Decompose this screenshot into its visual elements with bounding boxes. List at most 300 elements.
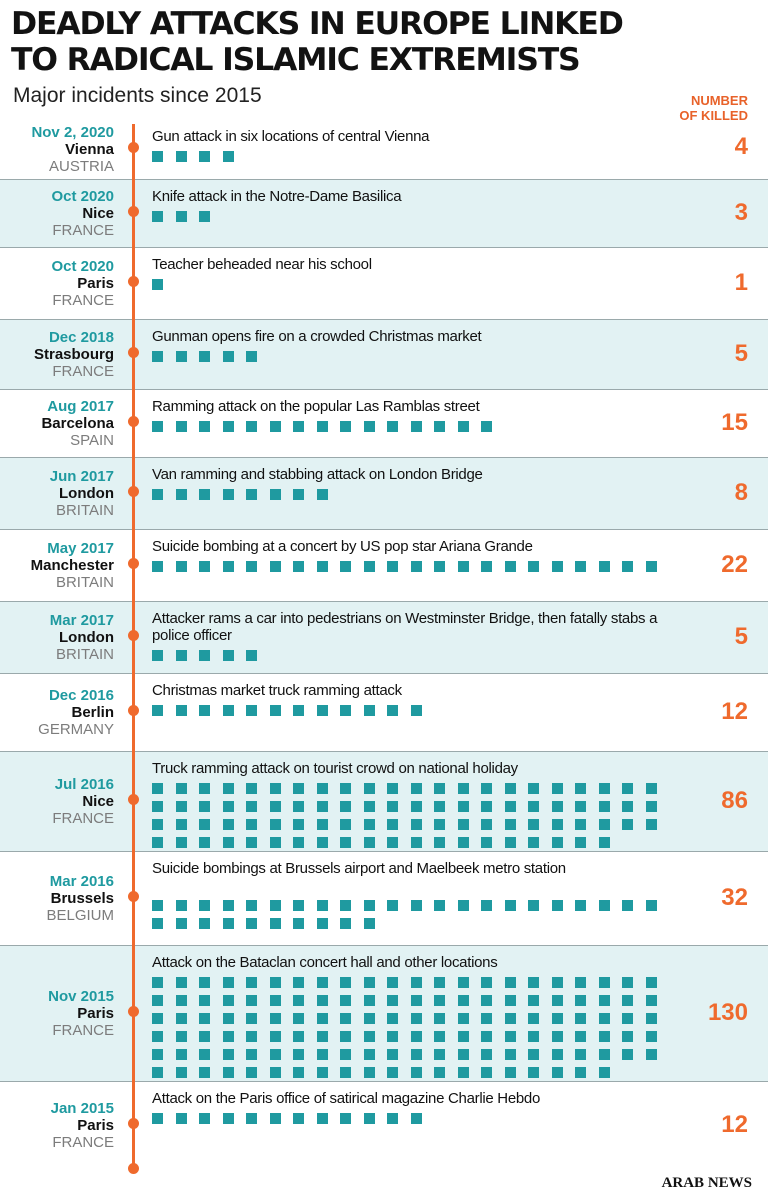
incident-city: Paris [77,1117,114,1134]
killed-square [411,783,422,794]
killed-square [293,819,304,830]
killed-square [387,1067,398,1078]
killed-square [481,900,492,911]
killed-square [317,918,328,929]
killed-square [434,819,445,830]
incident-city: Paris [77,1005,114,1022]
killed-square [575,801,586,812]
killed-square [340,801,351,812]
killed-square [552,1031,563,1042]
killed-square [176,1013,187,1024]
killed-square [270,977,281,988]
killed-square [364,977,375,988]
killed-square [387,705,398,716]
killed-square [317,1067,328,1078]
incident-country: SPAIN [70,432,114,449]
incident-row [0,320,768,390]
incident-city: Paris [77,275,114,292]
killed-square [176,977,187,988]
killed-square [599,977,610,988]
killed-square [340,900,351,911]
killed-square [622,819,633,830]
killed-square [293,1049,304,1060]
killed-square [199,650,210,661]
killed-square [364,819,375,830]
killed-square [199,783,210,794]
killed-square [481,995,492,1006]
killed-square [387,1049,398,1060]
killed-square [434,837,445,848]
killed-square [434,900,445,911]
incident-city: London [59,485,114,502]
killed-square [481,1049,492,1060]
incident-date: Jan 2015 [50,1100,114,1117]
killed-square [599,561,610,572]
chart-subtitle: Major incidents since 2015 [13,84,262,107]
incident-row [0,248,768,320]
killed-count: 15 [721,409,748,436]
killed-square [317,1049,328,1060]
killed-square [199,151,210,162]
killed-square [270,801,281,812]
killed-square [199,1031,210,1042]
killed-square [270,900,281,911]
killed-square [223,819,234,830]
incident-description: Attack on the Bataclan concert hall and other locations [152,954,498,971]
incident-city: Barcelona [41,415,114,432]
incident-row [0,180,768,248]
killed-square [152,995,163,1006]
killed-square [434,801,445,812]
killed-square [176,351,187,362]
killed-square [152,977,163,988]
killed-square [505,977,516,988]
killed-square [293,705,304,716]
killed-square [152,561,163,572]
killed-count: 130 [707,999,748,1026]
killed-square [646,995,657,1006]
incident-date: Oct 2020 [51,188,114,205]
incident-city: Manchester [30,557,114,574]
killed-square [575,1031,586,1042]
killed-square [152,837,163,848]
killed-square [599,837,610,848]
killed-square [317,1031,328,1042]
killed-square [340,819,351,830]
killed-square [599,819,610,830]
killed-square [528,801,539,812]
killed-square [246,705,257,716]
killed-square [152,1067,163,1078]
killed-square [223,837,234,848]
killed-square [152,351,163,362]
killed-count: 12 [721,698,748,725]
killed-square [364,995,375,1006]
killed-square [552,900,563,911]
incident-row [0,602,768,674]
killed-square [646,977,657,988]
killed-square [646,1031,657,1042]
killed-square [575,1067,586,1078]
killed-square [176,650,187,661]
killed-square [505,1031,516,1042]
killed-square [152,1013,163,1024]
killed-square [552,995,563,1006]
killed-square [246,1049,257,1060]
killed-square [293,489,304,500]
killed-square [246,1067,257,1078]
killed-square [575,1049,586,1060]
incident-date: Mar 2017 [49,612,114,629]
killed-square [387,1013,398,1024]
killed-square [364,837,375,848]
killed-square [270,837,281,848]
killed-square [199,801,210,812]
killed-square [528,977,539,988]
killed-square [387,801,398,812]
killed-square [387,819,398,830]
killed-square [575,900,586,911]
incident-location [0,188,114,239]
timeline-end-dot [128,1163,139,1174]
killed-square [317,837,328,848]
killed-square [411,1067,422,1078]
killed-square [199,819,210,830]
killed-square [152,705,163,716]
killed-square [458,1013,469,1024]
killed-square [458,977,469,988]
killed-count: 22 [721,551,748,578]
incident-location [0,687,114,738]
incident-location [0,540,114,591]
killed-square [223,995,234,1006]
killed-square [340,705,351,716]
incident-city: Brussels [50,890,114,907]
killed-square [152,211,163,222]
incident-country: BRITAIN [55,502,114,519]
killed-square [199,1049,210,1060]
killed-square [411,1013,422,1024]
killed-square [246,801,257,812]
killed-square [364,561,375,572]
killed-square [387,900,398,911]
killed-square [246,489,257,500]
incident-date: Dec 2016 [48,687,114,704]
killed-square [364,1031,375,1042]
killed-square [622,561,633,572]
killed-square [552,801,563,812]
incident-country: BRITAIN [55,646,114,663]
killed-square [411,977,422,988]
killed-square [246,561,257,572]
killed-square [270,489,281,500]
incident-country: FRANCE [52,1022,114,1039]
killed-square [246,1031,257,1042]
incident-row [0,674,768,752]
killed-square [152,1049,163,1060]
killed-square [152,801,163,812]
killed-square [223,421,234,432]
killed-square [411,561,422,572]
killed-square [528,1067,539,1078]
killed-square [387,837,398,848]
killed-square [176,1113,187,1124]
killed-square [246,783,257,794]
timeline-line [132,124,135,1168]
killed-square [246,837,257,848]
incident-location [0,988,114,1039]
killed-square [317,705,328,716]
killed-square [481,561,492,572]
incident-row [0,530,768,602]
killed-square [293,1031,304,1042]
killed-square [176,561,187,572]
incident-date: Nov 2, 2020 [31,124,114,141]
killed-square [270,561,281,572]
killed-square [599,900,610,911]
killed-square [223,900,234,911]
killed-square [317,900,328,911]
killed-square [364,705,375,716]
killed-square [481,801,492,812]
incident-country: FRANCE [52,1134,114,1151]
killed-square [199,489,210,500]
incident-row [0,458,768,530]
killed-square [223,1067,234,1078]
incident-country: AUSTRIA [48,158,114,175]
killed-count: 4 [734,133,748,160]
killed-square [458,801,469,812]
killed-square [528,1031,539,1042]
killed-square [387,561,398,572]
killed-square [552,1049,563,1060]
killed-square [434,783,445,794]
killed-square [364,421,375,432]
killed-square [411,705,422,716]
killed-square [458,561,469,572]
killed-square [505,783,516,794]
killed-square [505,1067,516,1078]
incident-date: May 2017 [47,540,114,557]
killed-square [199,918,210,929]
killed-square [317,783,328,794]
killed-square [458,837,469,848]
killed-count: 5 [734,340,748,367]
incident-description: Suicide bombing at a concert by US pop star Ariana Grande [152,538,533,555]
killed-square [223,801,234,812]
killed-square [270,1031,281,1042]
incident-description: Teacher beheaded near his school [152,256,372,273]
killed-square [434,1067,445,1078]
killed-square [552,1067,563,1078]
killed-square [293,801,304,812]
killed-square [434,561,445,572]
killed-square [434,421,445,432]
killed-square [528,900,539,911]
killed-square [223,489,234,500]
killed-square [317,561,328,572]
killed-square [293,783,304,794]
killed-square [575,995,586,1006]
incident-location [0,124,114,175]
killed-square [223,1113,234,1124]
killed-square [528,995,539,1006]
killed-square [387,421,398,432]
killed-square [199,561,210,572]
incident-location [0,398,114,449]
killed-square [599,995,610,1006]
killed-square [411,1031,422,1042]
killed-square [528,1013,539,1024]
killed-square [246,900,257,911]
incident-date: Jul 2016 [54,776,114,793]
incident-row [0,852,768,946]
killed-square [176,489,187,500]
killed-square [152,489,163,500]
killed-square [152,918,163,929]
killed-square [387,977,398,988]
killed-square [152,1031,163,1042]
killed-square [176,1031,187,1042]
killed-square [199,705,210,716]
killed-square [293,995,304,1006]
killed-square [364,1049,375,1060]
killed-square [575,837,586,848]
incident-description: Gun attack in six locations of central Vienna [152,128,430,145]
killed-square [223,351,234,362]
killed-square [458,819,469,830]
killed-square [458,1067,469,1078]
killed-square [199,900,210,911]
killed-square [293,1067,304,1078]
killed-square [528,561,539,572]
killed-square [152,151,163,162]
killed-square [223,1049,234,1060]
incident-location [0,1100,114,1151]
killed-square [411,819,422,830]
incident-description: Gunman opens fire on a crowded Christmas market [152,328,482,345]
incident-country: FRANCE [52,363,114,380]
killed-square [481,837,492,848]
incident-description: Attacker rams a car into pedestrians on Westminster Bridge, then fatally stabs a police officer [152,610,658,644]
killed-square [246,650,257,661]
incident-city: Berlin [71,704,114,721]
killed-square [176,1067,187,1078]
incident-row [0,946,768,1082]
killed-square [340,561,351,572]
killed-square [575,783,586,794]
killed-count: 1 [734,269,748,296]
incident-location [0,258,114,309]
killed-square [293,1113,304,1124]
incident-description: Ramming attack on the popular Las Ramblas street [152,398,480,415]
killed-square [458,1031,469,1042]
killed-square [317,995,328,1006]
incident-location [0,776,114,827]
killed-square [364,801,375,812]
killed-square [152,650,163,661]
killed-square [270,705,281,716]
killed-square [199,421,210,432]
killed-square [481,1013,492,1024]
killed-square [317,489,328,500]
killed-square [481,977,492,988]
killed-square [270,995,281,1006]
killed-square [317,421,328,432]
killed-square [223,705,234,716]
source-logo: ARAB NEWS [661,1175,752,1191]
killed-square [458,1049,469,1060]
killed-square [152,1113,163,1124]
killed-square [270,1049,281,1060]
killed-square [246,351,257,362]
killed-square [340,995,351,1006]
killed-square [505,995,516,1006]
killed-square [317,801,328,812]
killed-square [152,783,163,794]
killed-square [293,561,304,572]
killed-square [622,1013,633,1024]
killed-square [199,1067,210,1078]
incident-date: Dec 2018 [48,329,114,346]
killed-square [223,1031,234,1042]
killed-square [505,900,516,911]
killed-square [340,1113,351,1124]
killed-square [270,1013,281,1024]
killed-square [152,819,163,830]
killed-square [340,837,351,848]
killed-square [505,837,516,848]
killed-square [552,783,563,794]
killed-square [199,977,210,988]
killed-square [176,421,187,432]
killed-square [364,783,375,794]
killed-square [575,977,586,988]
killed-square [246,918,257,929]
killed-square [270,421,281,432]
killed-square [293,421,304,432]
killed-square [646,783,657,794]
incident-description: Suicide bombings at Brussels airport and Maelbeek metro station [152,860,566,877]
killed-square [176,211,187,222]
killed-square [246,1113,257,1124]
killed-square [481,819,492,830]
killed-square [622,900,633,911]
killed-square [505,1049,516,1060]
killed-square [458,995,469,1006]
killed-square [575,1013,586,1024]
killed-square [152,900,163,911]
killed-square [199,351,210,362]
killed-square [505,561,516,572]
killed-square [176,783,187,794]
killed-square [434,977,445,988]
killed-square [552,837,563,848]
killed-square [176,1049,187,1060]
killed-square [340,1049,351,1060]
killed-square [575,561,586,572]
killed-square [246,819,257,830]
killed-count: 8 [734,479,748,506]
killed-square [223,650,234,661]
killed-square [270,783,281,794]
killed-square [270,1113,281,1124]
killed-square [270,819,281,830]
killed-square [646,819,657,830]
killed-square [387,783,398,794]
killed-square [340,918,351,929]
killed-square [364,1067,375,1078]
